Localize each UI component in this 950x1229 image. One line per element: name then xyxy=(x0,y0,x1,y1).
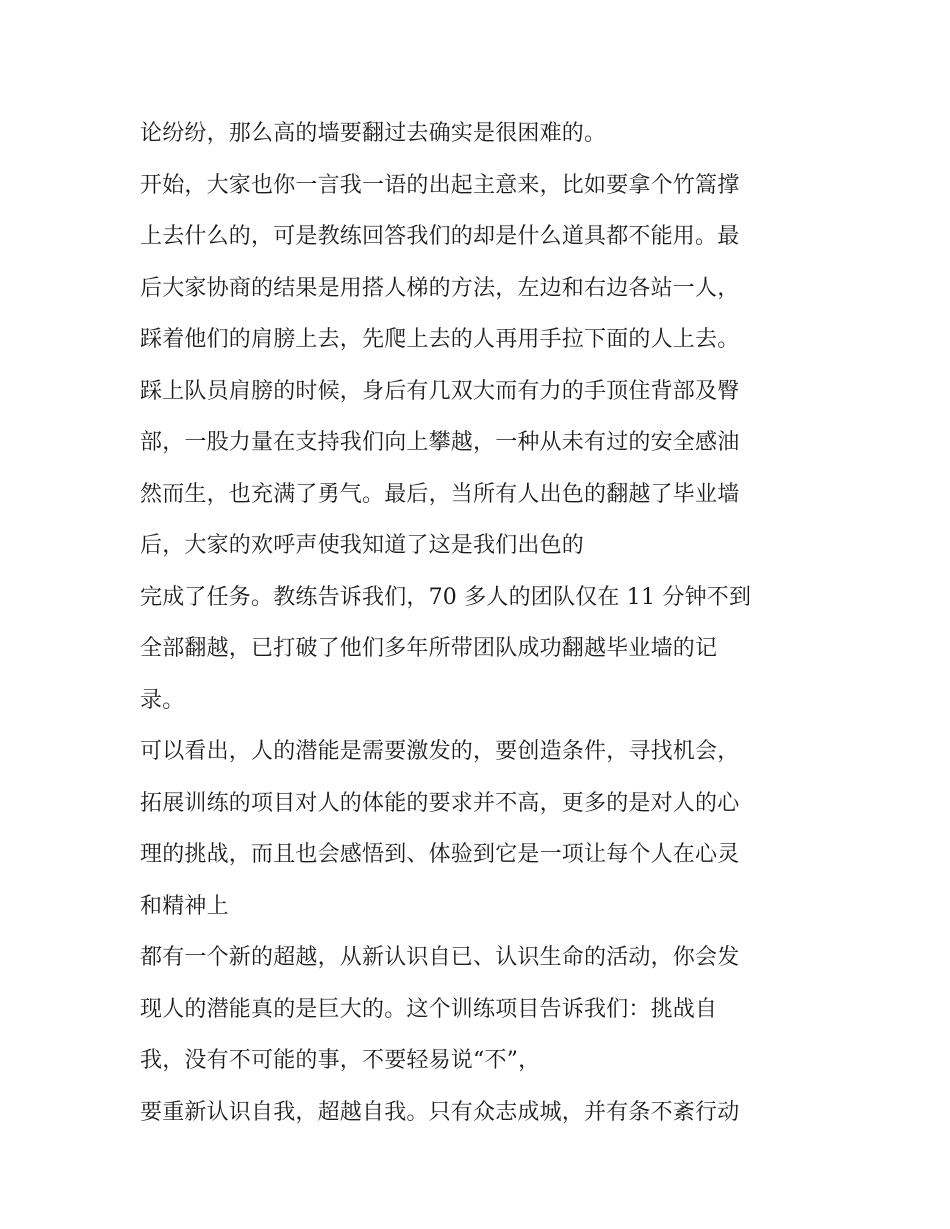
text-line: 和精神上 xyxy=(140,893,229,919)
text-line: 然而生，也充满了勇气。最后，当所有人出色的翻越了毕业墙 xyxy=(140,481,740,507)
text-line: 踩着他们的肩膀上去，先爬上去的人再用手拉下面的人上去。 xyxy=(140,327,740,352)
text-line: 都有一个新的超越，从新认识自已、认识生命的活动，你会发 xyxy=(140,945,740,970)
text-line: 我，没有不可能的事，不要轻易说“不”， xyxy=(140,1048,541,1073)
text-line: 论纷纷，那么高的墙要翻过去确实是很困难的。 xyxy=(140,121,607,146)
text-line: 开始，大家也你一言我一语的出起主意来，比如要拿个竹篙撑 xyxy=(140,172,740,198)
text-line: 上去什么的，可是教练回答我们的却是什么道具都不能用。最 xyxy=(140,224,740,249)
text-line: 后大家协商的结果是用搭人梯的方法，左边和右边各站一人， xyxy=(140,275,740,301)
text-line: 完成了任务。教练告诉我们，70 多人的团队仅在 11 分钟不到 xyxy=(140,584,752,610)
text-line: 踩上队员肩膀的时候，身后有几双大而有力的手顶住背部及臀 xyxy=(140,378,740,404)
text-line: 现人的潜能真的是巨大的。这个训练项目告诉我们：挑战自 xyxy=(140,996,718,1022)
body-text xyxy=(140,108,820,1138)
text-line: 后，大家的欢呼声使我知道了这是我们出色的 xyxy=(140,533,585,558)
text-line: 全部翻越，已打破了他们多年所带团队成功翻越毕业墙的记 xyxy=(140,636,718,661)
text-line: 要重新认识自我，超越自我。只有众志成城，并有条不紊行动 xyxy=(140,1099,740,1125)
text-line: 理的挑战，而且也会感悟到、体验到它是一项让每个人在心灵 xyxy=(140,842,740,867)
text-line: 拓展训练的项目对人的体能的要求并不高，更多的是对人的心 xyxy=(140,790,740,816)
text-line: 可以看出，人的潜能是需要激发的，要创造条件，寻找机会， xyxy=(140,739,740,764)
text-line: 部，一股力量在支持我们向上攀越，一种从未有过的安全感油 xyxy=(140,430,740,455)
text-line: 录。 xyxy=(140,687,185,713)
